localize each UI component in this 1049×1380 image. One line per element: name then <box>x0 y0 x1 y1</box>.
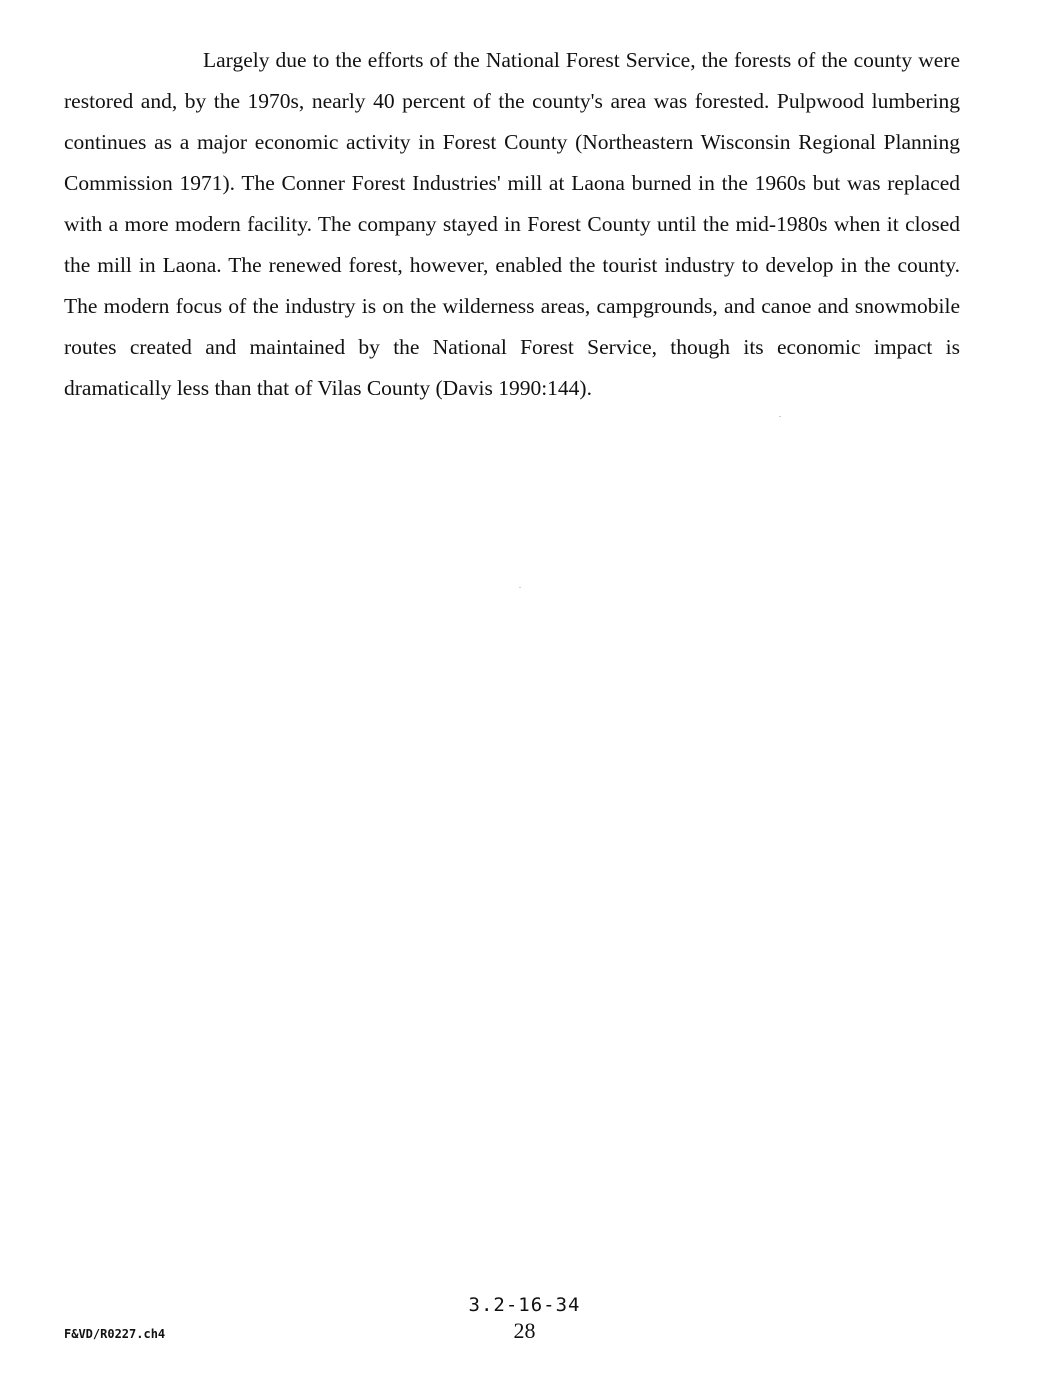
body-paragraph: Largely due to the efforts of the National Forest Service, the forests of the county were restored and, by the 1970s, nearly 40 percent of the county's area was forested. Pulpwood lumbering continues as a major economic activity in Forest County (Northeastern Wisconsin Regional Planning Commission 1971). The Conner Forest Industries' mill at Laona burned in the 1960s but was replaced with a more modern facility. The company stayed in Forest County until the mid-1980s when it closed the mill in Laona. The renewed forest, however, enabled the tourist industry to develop in the county. The modern focus of the industry is on the wilderness areas, campgrounds, and canoe and snowmobile routes created and maintained by the National Forest Service, though its economic impact is dramatically less than that of Vilas County (Davis 1990:144). <box>64 48 960 400</box>
scan-speck <box>779 416 781 417</box>
page-code <box>0 1294 1049 1316</box>
page-code-text: 3.2-16-34 <box>468 1294 581 1316</box>
page-number: 28 <box>513 1318 536 1343</box>
scan-speck <box>519 587 521 588</box>
file-reference: F&VD/R0227.ch4 <box>64 1327 166 1341</box>
